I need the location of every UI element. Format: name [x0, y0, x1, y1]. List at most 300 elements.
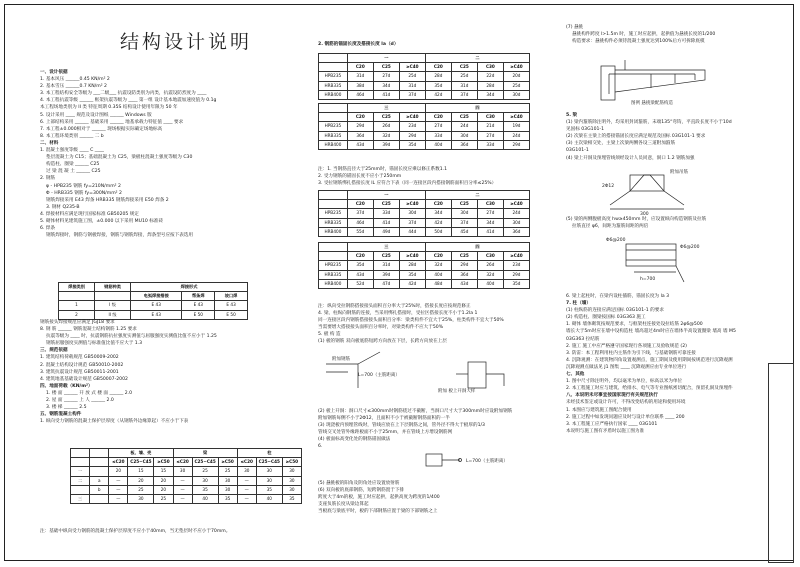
table-cell: 25d	[451, 72, 477, 81]
table-cell: 坡口焊	[215, 292, 248, 301]
table-cell: —	[173, 485, 192, 494]
table-row	[319, 140, 530, 149]
table-cell: ≥C40	[399, 113, 425, 122]
table-cell: 25	[192, 467, 218, 476]
table-cell: 41d	[373, 90, 399, 99]
table-cell: 30	[128, 494, 154, 503]
table-cell: ≥C40	[503, 113, 529, 122]
table-cell: 30	[256, 467, 282, 476]
note-line: 1. 建筑结构荷载规范 GB50009-2002	[40, 355, 119, 361]
table-row	[319, 243, 530, 252]
table-cell: 45d	[451, 227, 477, 236]
table-cell: 40	[256, 494, 282, 503]
note-line: (6) 双向板的底部钢筋，短跨钢筋置于下排	[318, 488, 405, 494]
fig2-label: L=700（主筋距离）	[466, 459, 508, 464]
table-cell	[71, 485, 90, 494]
note-line: 抗震等级为 ____ 时，抗震钢筋抗拉强度实测值与屈服强度实测值比值不应小于 1.25	[46, 334, 217, 340]
note-line: 构造要求：悬挑构件必须待混凝土强度达到100%后方可拆除底模	[572, 39, 705, 45]
note-line: 附加钢筋每侧不小于2Φ12，且面积不小于被截断钢筋面积的一半	[318, 416, 450, 422]
column3-notes-top	[566, 24, 715, 45]
table-cell: 板、墙、壳	[109, 449, 173, 458]
table-cell: C30	[477, 252, 503, 261]
note-line: 1. 基本风压 ______0.45 KN/m² 2	[40, 77, 110, 83]
table-cell: 36d	[451, 140, 477, 149]
table-cell: 30	[282, 476, 301, 485]
note-line: 钢筋接头焊接规范应满足 JGJ18 要求	[40, 320, 115, 325]
cantilever-beam-detail-figure	[595, 52, 715, 107]
table-cell: —	[237, 476, 256, 485]
table-cell: HRB400	[319, 90, 348, 99]
table-cell: 29d	[399, 131, 425, 140]
anchor-heading: 2. 钢筋的锚固长度及搭接长度 la（d）	[318, 42, 399, 47]
column3-notes-mid	[566, 112, 732, 162]
table-cell: 电弧焊接搭接	[131, 292, 182, 301]
grade-table	[318, 103, 530, 150]
column1-notes-2	[40, 319, 217, 425]
table-cell: 28d	[399, 261, 425, 270]
table-cell: C20	[425, 200, 451, 209]
table-cell: 26d	[373, 122, 399, 131]
note-line: 4. 沉降观测：在建筑物四角设置观测点，施工期间及使用期间按规范进行沉降观测	[566, 357, 733, 363]
table-cell: 41d	[477, 227, 503, 236]
table-cell: HPB235	[319, 72, 348, 81]
document-title: 结构设计说明	[120, 31, 253, 53]
table-cell: 43d	[451, 279, 477, 288]
table-cell: 25	[154, 494, 173, 503]
note-line: (4) 梁上开洞及预埋管线须经设计人员同意，洞口 1.2 钢筋加强	[566, 155, 695, 161]
sidebar-label-2: Φ6@200	[680, 245, 700, 250]
note-line: 1. 纵向受力钢筋的混凝土保护层厚度（从钢筋外边缘算起）不应小于下表	[40, 419, 189, 425]
table-cell: 35	[282, 494, 301, 503]
table-cell: 31d	[399, 81, 425, 90]
table-cell: C30	[477, 200, 503, 209]
table-cell: 27d	[477, 131, 503, 140]
table-row	[319, 113, 530, 122]
table-cell: ≥C50	[154, 458, 173, 467]
table-cell: ≥C50	[218, 458, 237, 467]
table-cell: E 43	[131, 301, 182, 310]
table-cell: 39d	[373, 140, 399, 149]
table-cell: 37d	[399, 218, 425, 227]
table-cell: —	[237, 494, 256, 503]
note-line: 注：1. 当钢筋直径大于25mm时，锚固长度应乘以修正系数1.1	[318, 167, 448, 172]
anchor-heading-wrap	[318, 41, 398, 48]
table-cell: 38d	[347, 81, 373, 90]
table-cell: 43d	[347, 140, 373, 149]
table-cell: 29d	[451, 261, 477, 270]
table-cell: 29d	[347, 122, 373, 131]
table-cell: 15	[154, 467, 173, 476]
table-cell	[90, 467, 109, 476]
table-cell: 55d	[347, 227, 373, 236]
table-cell: 柱	[237, 449, 301, 458]
note-line: 过 梁 混 凝 土 ______ C25	[46, 169, 101, 175]
note-line: 1. 本图应与建筑施工图配合使用	[566, 407, 632, 413]
grade-table	[318, 242, 530, 289]
fig-rebar-hook	[326, 364, 358, 388]
note-line: 4. 梁、柱纵向钢筋的连接，当采用绑扎搭接时，受拉区搭接长度不小于1.2la 1	[318, 311, 478, 317]
table-row	[319, 131, 530, 140]
note-line: (2) 次梁在主梁上的搭接锚固长度应满足规范及国标 03G101-1 要求	[566, 134, 706, 140]
table-cell: 29d	[503, 270, 529, 279]
table-cell: ≤C20	[237, 458, 256, 467]
note-line: 6. 上部结构采用 ______ 基础采用 ______ 地基承载力特征值 ____ 要求	[40, 119, 184, 125]
table-cell: C25~C45	[192, 458, 218, 467]
column2-notes-3	[318, 408, 512, 451]
note-line: 3. 本工程结构安全等级为 ___二级___ 抗震设防类别为丙类，抗震设防烈度为 ____	[40, 91, 207, 97]
table-cell: 2	[59, 310, 95, 319]
table-cell	[90, 494, 109, 503]
table-cell: HRB400	[319, 227, 348, 236]
table-cell: 27d	[477, 209, 503, 218]
table-cell: HRB335	[319, 131, 348, 140]
title-block	[768, 363, 794, 563]
table-cell: 27d	[373, 72, 399, 81]
table-cell: 一	[347, 54, 425, 63]
table-cell: HPB235	[319, 209, 348, 218]
grade-table	[318, 190, 530, 237]
note-line: 支座负筋长度从梁边算起	[318, 502, 369, 508]
table-cell: C25	[373, 63, 399, 72]
fig-label-a: 附加钢筋	[332, 357, 350, 362]
table-cell: HRB335	[319, 270, 348, 279]
note-line: 3. 本工程施工应严格执行国家 ____ 03G101	[566, 421, 658, 427]
note-line: 3. 防雷：本工程利用柱内主筋作为引下线，与基础钢筋可靠连接	[566, 350, 696, 356]
table-cell: 31d	[373, 261, 399, 270]
table-cell	[319, 191, 348, 200]
table-cell: 28d	[477, 81, 503, 90]
note-line: 03G363 拉结筋	[566, 336, 600, 342]
note-line: 同一连接区段内钢筋搭接接头面积百分率：梁类构件不宜大于25%，柱类构件不宜大于50%	[318, 318, 504, 324]
slab-opening-detail-figure	[318, 346, 518, 394]
note-line: 四、地面荷载（KN/m²）	[40, 383, 93, 389]
note-line: (2) 板上开洞：洞口尺寸≤300mm时钢筋绕过不截断，当洞口尺寸大于300mm时应设附加钢筋	[318, 409, 513, 414]
table-cell: C30	[477, 113, 503, 122]
note-line: 2. 钢筋	[40, 176, 56, 182]
note-line: (2) 构造柱、圈梁按国标 03G363 施工	[566, 315, 646, 321]
table-cell: 帮条焊	[182, 292, 215, 301]
table-cell: C25	[373, 200, 399, 209]
table-cell	[59, 292, 95, 301]
note-line: 5. 设计采用 ____ 规范及设计图纸 ______ Windows 版	[40, 112, 152, 118]
note-line: 跨度大于4m的板，施工时应起拱，起拱高度为跨度的1/400	[318, 495, 440, 501]
note-line: (3) 主次梁相交处，主梁上次梁两侧各设三道附加箍筋	[566, 141, 676, 147]
table-row	[319, 104, 530, 113]
note-line: 8. 本工程环境类别 ______ 二 b	[40, 133, 104, 139]
table-cell: 30d	[503, 90, 529, 99]
fig-label-c: 附加 板上开洞大样	[438, 389, 476, 394]
table-row	[59, 301, 248, 310]
table-cell: 34d	[373, 81, 399, 90]
table-cell: 四	[425, 243, 529, 252]
table-cell: 25d	[399, 72, 425, 81]
note-line: 钢筋焊接时，钢筋与钢板焊接，钢筋与钢筋焊接，焊条型号应按下表选用	[46, 233, 194, 239]
table-cell: ≤C20	[173, 458, 192, 467]
note-line: 2. 混凝土结构设计规范 GB50010-2002	[40, 362, 124, 368]
note-line: 1. 砌体 墙体砌筑按规范要求，与框架柱连接处设拉结筋 2φ6@500	[566, 322, 703, 328]
table-cell: 40	[192, 494, 218, 503]
table-cell: 40d	[477, 279, 503, 288]
table-cell: 26d	[477, 261, 503, 270]
table-cell: a	[90, 476, 109, 485]
column2-notes-2	[318, 303, 504, 346]
table-cell: 37d	[399, 90, 425, 99]
table-row	[319, 209, 530, 218]
weld-table	[58, 282, 248, 320]
table-cell: —	[173, 476, 192, 485]
table-cell: 34d	[477, 218, 503, 227]
table-cell: 焊接类别	[59, 283, 95, 292]
cover-table	[70, 448, 302, 504]
table-row	[319, 252, 530, 261]
note-line: 五、钢筋混凝土构件	[40, 412, 82, 418]
note-line: (5) 梁的两侧腹板高度 hw≥450mm 时，应设置纵向构造钢筋及拉筋	[566, 217, 707, 222]
table-cell: 35d	[399, 270, 425, 279]
column3-notes-bottom	[566, 293, 736, 435]
table-cell	[319, 104, 348, 113]
table-row	[59, 292, 248, 301]
fig-label-b: L=700（主筋距离）	[358, 373, 400, 378]
table-cell: 20	[154, 476, 173, 485]
note-line: 钢筋焊接采用 E43 焊条 HRB335 钢筋焊接采用 E50 焊条 2	[46, 197, 169, 203]
table-cell: 24d	[503, 209, 529, 218]
table-cell: HRB335	[319, 81, 348, 90]
table-cell: 35	[218, 494, 237, 503]
note-line: 当需要增大搭接接头面积百分率时，对梁类构件不应大于50%	[318, 325, 444, 331]
table-cell: C20	[425, 63, 451, 72]
table-cell: 42d	[425, 218, 451, 227]
table-cell: 35d	[399, 140, 425, 149]
note-line: 2. 本工程施工时应与建筑、给排水、电气等专业图纸密切配合，预留孔洞及预埋件	[566, 386, 733, 392]
table-cell: 42d	[425, 90, 451, 99]
table-cell: b	[90, 485, 109, 494]
table-cell	[319, 200, 348, 209]
table-cell: 30	[256, 476, 282, 485]
table-cell: C20	[347, 252, 373, 261]
table-cell: 25	[218, 467, 237, 476]
table-cell	[319, 243, 348, 252]
table-row	[71, 494, 302, 503]
table-cell: II 级	[95, 310, 131, 319]
table-cell: 三	[347, 243, 425, 252]
table-cell: 40d	[425, 140, 451, 149]
table-cell: C20	[425, 252, 451, 261]
table-row	[319, 191, 530, 200]
table-cell: 30	[192, 476, 218, 485]
table-row	[59, 310, 248, 319]
table-row	[319, 227, 530, 236]
table-cell: 20	[154, 485, 173, 494]
table-cell: C25	[373, 113, 399, 122]
note-line: 构造柱、圈梁 ______ C25	[46, 162, 100, 168]
table-cell: C25	[451, 200, 477, 209]
table-row	[59, 283, 248, 292]
table-cell: 30	[282, 485, 301, 494]
slab-step-detail-figure	[420, 448, 530, 476]
note-line: (7) 悬挑	[566, 25, 584, 30]
table-cell	[319, 63, 348, 72]
table-row	[319, 90, 530, 99]
table-cell: 20	[128, 476, 154, 485]
table-row	[71, 476, 302, 485]
note-line: 3. 钢材 Q235-B	[46, 204, 80, 210]
table-cell: HPB235	[319, 261, 348, 270]
table-cell: —	[173, 494, 192, 503]
table-cell: 48d	[425, 279, 451, 288]
table-cell: C25	[373, 252, 399, 261]
grade-table	[318, 53, 530, 100]
table-cell: E 43	[215, 301, 248, 310]
table-cell: 二	[71, 476, 90, 485]
note-line: 3. 建筑抗震设计规范 GB50011-2001	[40, 369, 119, 375]
table-cell: C20	[347, 113, 373, 122]
table-cell: 30d	[503, 218, 529, 227]
table-cell: E 43	[131, 310, 182, 319]
table-cell: —	[109, 476, 128, 485]
table-cell: 22d	[477, 72, 503, 81]
table-cell: 33d	[477, 140, 503, 149]
note-line: 7. 柱（墙）	[566, 301, 591, 307]
note-line: (1) 柱纵筋的连接应满足国标 03G101-1 的要求	[566, 308, 664, 314]
table-cell: ≥C40	[399, 252, 425, 261]
note-line: 2. 施工过程中如发现问题应及时与设计单位联系 ____ 200	[566, 414, 685, 420]
table-row	[319, 72, 530, 81]
table-cell: 50d	[425, 227, 451, 236]
table-cell: 一	[347, 191, 425, 200]
hanger-label-2: 2Φ12	[602, 184, 615, 189]
table-row	[319, 279, 530, 288]
table-cell: 37d	[347, 209, 373, 218]
table-cell	[95, 292, 131, 301]
table-cell: 30d	[451, 131, 477, 140]
table-cell: —	[109, 494, 128, 503]
note-line: 2. 基本雪压 ______0.7 KN/m² 2	[40, 84, 107, 90]
sidebar-label-3: h=700	[640, 277, 656, 282]
beam-side-bar-figure	[600, 232, 710, 287]
table-cell: 36d	[503, 227, 529, 236]
table-row	[319, 122, 530, 131]
table-cell: 1	[59, 301, 95, 310]
note-line: 5. 砌体材料见建筑施工图，±0.000 以下采用 MU10 标准砖	[40, 218, 164, 224]
note-line: 本工程场地类别为 II 类 特征周期 0.35S 结构设计使用年限为 50 年	[40, 105, 178, 111]
table-cell: 三	[347, 104, 425, 113]
table-cell: 32d	[373, 131, 399, 140]
table-cell: C20	[425, 113, 451, 122]
table-cell: 31d	[451, 81, 477, 90]
note-line: 钢筋屈服强度实测值与标准值比值不应大于 1.3	[46, 341, 143, 347]
table-cell: 30d	[451, 209, 477, 218]
table-cell: 42d	[399, 279, 425, 288]
note-line: 注：纵向受拉钢筋搭接接头面积百分率大于25%时，搭接长度应按规范修正	[318, 304, 471, 309]
table-cell: 29d	[503, 140, 529, 149]
note-line: 二、材料	[40, 140, 59, 146]
note-line: 5. 梁	[566, 113, 578, 118]
table-cell: 36d	[451, 270, 477, 279]
table-cell: 33d	[425, 131, 451, 140]
table-cell: C25	[451, 113, 477, 122]
table-cell: 44d	[399, 227, 425, 236]
table-row	[71, 467, 302, 476]
table-cell: 31d	[347, 72, 373, 81]
table-row	[319, 270, 530, 279]
note-line: 拉筋直径 φ6，间距为箍筋间距的两倍	[572, 224, 649, 230]
cover-table-note-wrap	[40, 528, 230, 535]
sidebar-label-1: Φ6@200	[606, 238, 626, 243]
note-line: 1. 混凝土强度等级 ____ C ____	[40, 148, 104, 154]
table-cell: ≥C40	[399, 63, 425, 72]
note-line: 8. 钢 筋 ______ 钢筋混凝土结构钢筋 1.25 要求	[40, 327, 137, 333]
table-cell: HRB400	[319, 140, 348, 149]
table-cell: C20	[347, 200, 373, 209]
table-cell: 20d	[503, 72, 529, 81]
table-cell: 25	[128, 485, 154, 494]
table-cell: 33d	[373, 209, 399, 218]
table-cell: 焊接形式	[131, 283, 248, 292]
table-cell: 28d	[425, 72, 451, 81]
note-line: 管线交叉处管外缘距板面不小于25mm，并在管线上方增设钢筋网	[318, 430, 453, 436]
table-cell: 35d	[425, 81, 451, 90]
note-line: (1) 板的钢筋 双向板底筋短跨方向放在下层，长跨方向放在上层	[318, 339, 447, 345]
table-cell: E 50	[215, 310, 248, 319]
table-cell: 36d	[347, 131, 373, 140]
table-cell: 40d	[425, 270, 451, 279]
table-cell: 15	[128, 467, 154, 476]
table-cell: C25	[451, 63, 477, 72]
table-cell: C20	[347, 63, 373, 72]
note-line: 4. 本工程抗震等级 ______ 框架抗震等级为 ____ 第一组 设计基本地震加速度值为 0.1g	[40, 98, 217, 104]
note-line: 6. 焊条	[40, 226, 56, 232]
note-line: 垫层混凝土为 C15；基础混凝土为 C25，梁板柱混凝土强度等级为 C30	[46, 155, 193, 161]
table-cell: 30	[282, 467, 301, 476]
table-cell	[71, 449, 90, 458]
table-row	[319, 200, 530, 209]
table-cell: 30	[173, 467, 192, 476]
table-cell: 37d	[451, 90, 477, 99]
note-line: (5) 悬挑板的阳角及阴角处应设置放射筋	[318, 481, 400, 486]
column2-notes-1	[318, 166, 496, 187]
note-line: 一、设计依据	[40, 70, 68, 75]
table-cell: 27d	[425, 122, 451, 131]
hanger-label-3: 300	[640, 212, 649, 215]
table-cell: 32d	[477, 270, 503, 279]
note-line: 2. 施工 施工中应严格遵守国家现行各项施工及验收规范 (2)	[566, 343, 687, 349]
note-line: 墙长大于5m时应在墙中设构造柱 墙高超过4m时应在墙体半高设置圈梁 墙高 墙 M5	[566, 329, 736, 335]
table-cell: 39d	[373, 270, 399, 279]
note-line: 1. 图中尺寸除注明外，均以毫米为单位，标高以米为单位	[566, 379, 683, 385]
note-line: 七、其他	[566, 372, 585, 378]
table-cell: 23d	[399, 122, 425, 131]
note-line: (3) 现浇板内预埋管线时，管线应放在上下层钢筋之间，管外径不得大于板厚的1/3	[318, 423, 485, 429]
table-row	[319, 81, 530, 90]
table-cell: 30d	[399, 209, 425, 218]
table-cell: 24d	[503, 131, 529, 140]
note-line: 4. 焊接材料应满足现行国家标准 GB50205 规定	[40, 211, 139, 217]
table-cell	[71, 458, 90, 467]
note-line: 未经技术鉴定或设计许可，不得改变结构的用途和使用环境	[566, 400, 686, 406]
table-cell: 46d	[347, 90, 373, 99]
table-cell: 25d	[503, 81, 529, 90]
table-cell	[319, 54, 348, 63]
note-line: 八、本说明未尽事宜按国家现行有关规范执行	[566, 393, 658, 399]
table-cell: 30	[218, 476, 237, 485]
note-line: 1. 楼 面 ______ 开 放 式 楼 面 ______ 2.0	[46, 390, 133, 396]
table-cell: 21d	[477, 122, 503, 131]
table-cell	[90, 449, 109, 458]
hanger-label-1: 附加吊筋	[670, 170, 688, 175]
note-line: 见国标 03G101-1	[566, 127, 604, 133]
note-line: 悬挑构件跨度 l>1.5m 时，施工时应起拱，起拱值为悬挑长度的1/200	[572, 32, 716, 38]
table-row	[319, 63, 530, 72]
